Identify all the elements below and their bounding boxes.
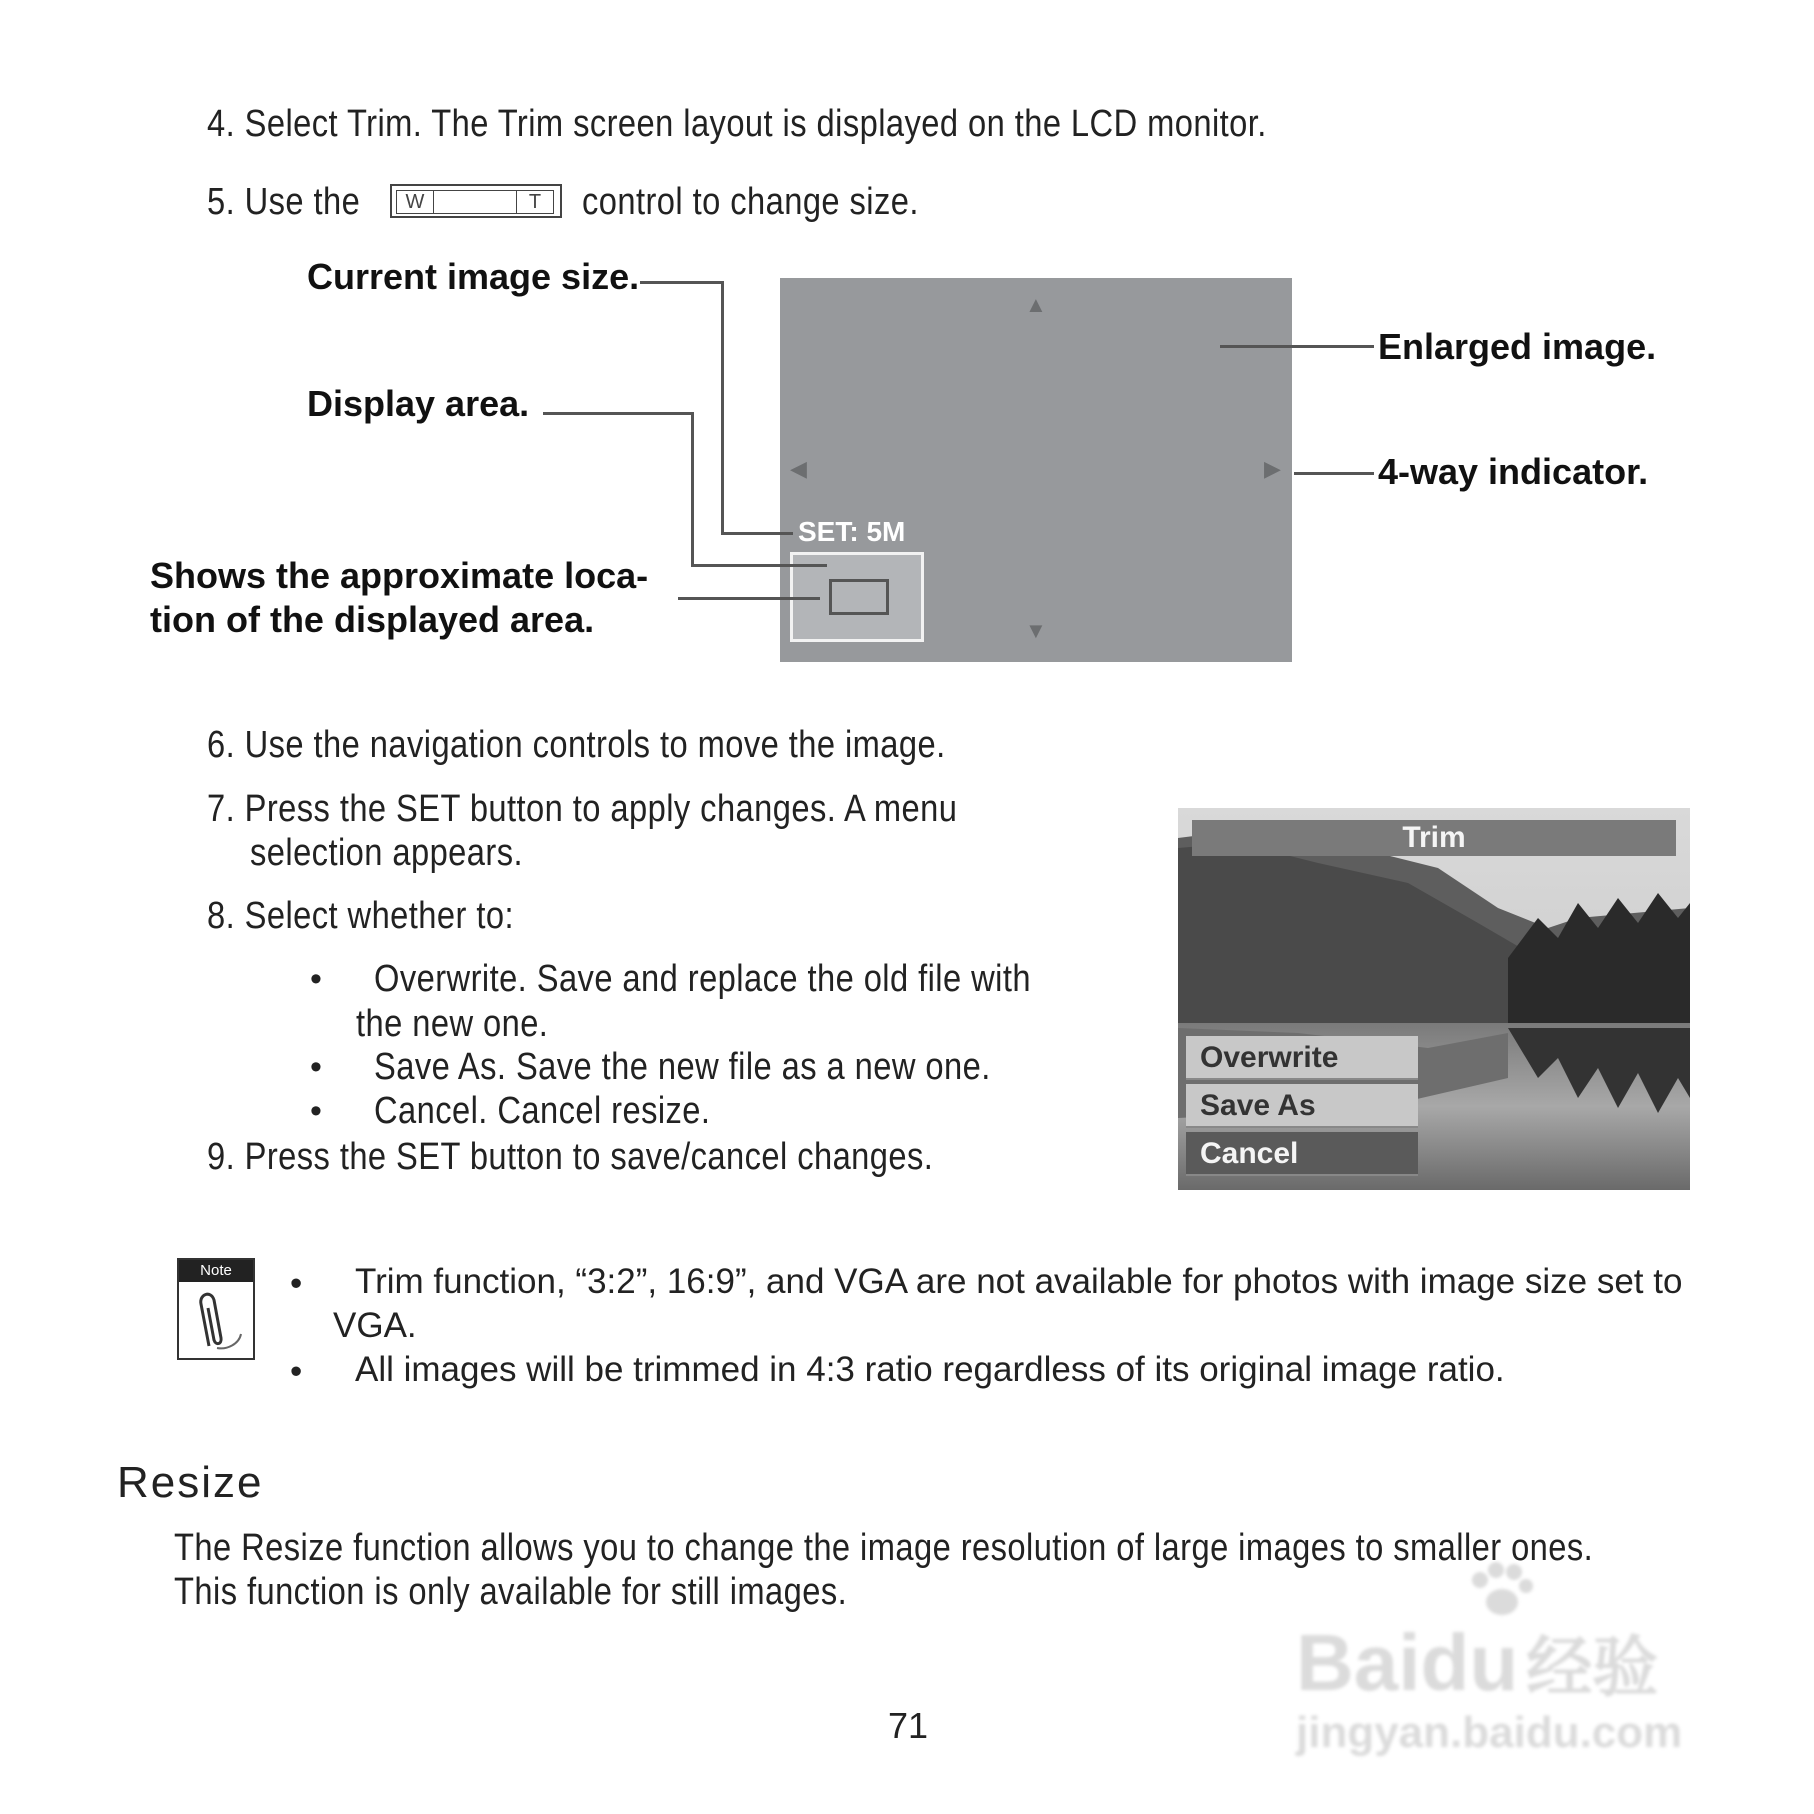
resize-para-line1: The Resize function allows you to change the image resolution of large images to smaller ones.	[174, 1527, 1594, 1569]
option-cancel-name: Cancel.	[374, 1090, 488, 1132]
callout-enlarged-h	[1220, 345, 1374, 348]
option-cancel	[374, 1090, 710, 1133]
callout-current-h1	[640, 281, 724, 284]
option-cancel-desc: Cancel resize.	[497, 1090, 711, 1132]
lcd-trim-screen	[780, 278, 1292, 662]
callout-current-h2	[721, 532, 793, 535]
step-4: 4. Select Trim. The Trim screen layout is displayed on the LCD monitor.	[207, 103, 1267, 145]
label-shows-line2: tion of the displayed area.	[150, 599, 595, 640]
watermark-brand	[1296, 1614, 1658, 1709]
callout-display-v	[691, 412, 694, 567]
callout-current-v	[721, 281, 724, 535]
callout-shows-h	[678, 597, 820, 600]
note-item-1-line1: Trim function, “3:2”, 16:9”, and VGA are not available for photos with image size set to	[355, 1262, 1683, 1301]
baidu-watermark	[1296, 1560, 1716, 1760]
right-arrow-icon: ▶	[1264, 456, 1281, 481]
step-5-suffix: control to change size.	[582, 181, 919, 223]
note-item-2-line1: All images will be trimmed in 4:3 ratio regardless of its original image ratio.	[355, 1350, 1505, 1389]
option-save-as-name: Save As.	[374, 1046, 507, 1088]
trim-screen-photo	[1178, 808, 1690, 1190]
zoom-t-key: T	[516, 190, 554, 214]
note-item-1-line2: VGA.	[333, 1306, 417, 1345]
step-7-line1: 7. Press the SET button to apply changes. A menu	[207, 788, 958, 830]
step-5-prefix: 5. Use the	[207, 181, 361, 223]
menu-item-save-as[interactable]: Save As	[1186, 1084, 1418, 1128]
option-overwrite-name: Overwrite.	[374, 958, 528, 1000]
menu-item-overwrite[interactable]: Overwrite	[1186, 1036, 1418, 1080]
step-7-line2: selection appears.	[250, 832, 523, 874]
menu-item-cancel[interactable]: Cancel	[1186, 1132, 1418, 1176]
resize-para-line2: This function is only available for still images.	[174, 1571, 848, 1613]
watermark-cn: 经验	[1526, 1630, 1659, 1704]
display-area-frame	[829, 579, 889, 615]
note-bullet: •	[290, 1352, 303, 1391]
option-save-as	[374, 1046, 991, 1089]
step-8: 8. Select whether to:	[207, 895, 514, 937]
callout-display-h2	[691, 564, 827, 567]
note-bullet: •	[290, 1264, 303, 1303]
left-arrow-icon: ◀	[790, 456, 807, 481]
callout-display-h1	[543, 412, 694, 415]
resize-heading: Resize	[117, 1458, 264, 1507]
trim-title-bar: Trim	[1192, 820, 1676, 856]
zoom-control-icon	[390, 184, 562, 218]
step-6: 6. Use the navigation controls to move the image.	[207, 724, 946, 766]
option-overwrite-desc: Save and replace the old file with	[536, 958, 1031, 1000]
label-enlarged-image: Enlarged image.	[1378, 326, 1657, 367]
zoom-w-key: W	[396, 190, 434, 214]
bullet-marker: •	[310, 960, 322, 998]
label-shows-line1: Shows the approximate loca-	[150, 555, 649, 596]
callout-4way-h	[1294, 472, 1374, 475]
zoom-track	[432, 190, 516, 214]
bullet-marker: •	[310, 1048, 322, 1086]
watermark-brand-part2: du	[1420, 1618, 1519, 1707]
label-display-area: Display area.	[307, 383, 530, 424]
paperclip-icon	[187, 1286, 247, 1356]
paw-icon	[1466, 1560, 1536, 1620]
option-overwrite-desc2: the new one.	[356, 1003, 549, 1045]
option-save-as-desc: Save the new file as a new one.	[515, 1046, 991, 1088]
step-9: 9. Press the SET button to save/cancel changes.	[207, 1136, 934, 1178]
note-icon-label: Note	[179, 1260, 253, 1282]
label-4-way-indicator: 4-way indicator.	[1378, 451, 1649, 492]
label-current-image-size: Current image size.	[307, 256, 640, 297]
note-icon	[177, 1258, 255, 1360]
watermark-brand-part1: Bai	[1296, 1618, 1421, 1707]
up-arrow-icon: ▲	[1025, 292, 1047, 317]
watermark-url: jingyan.baidu.com	[1296, 1708, 1683, 1757]
page-number: 71	[888, 1705, 929, 1746]
option-overwrite	[374, 958, 1031, 1001]
down-arrow-icon: ▼	[1025, 618, 1047, 643]
trim-menu	[1186, 1036, 1418, 1180]
bullet-marker: •	[310, 1092, 322, 1130]
set-size-text: SET: 5M	[798, 516, 906, 547]
